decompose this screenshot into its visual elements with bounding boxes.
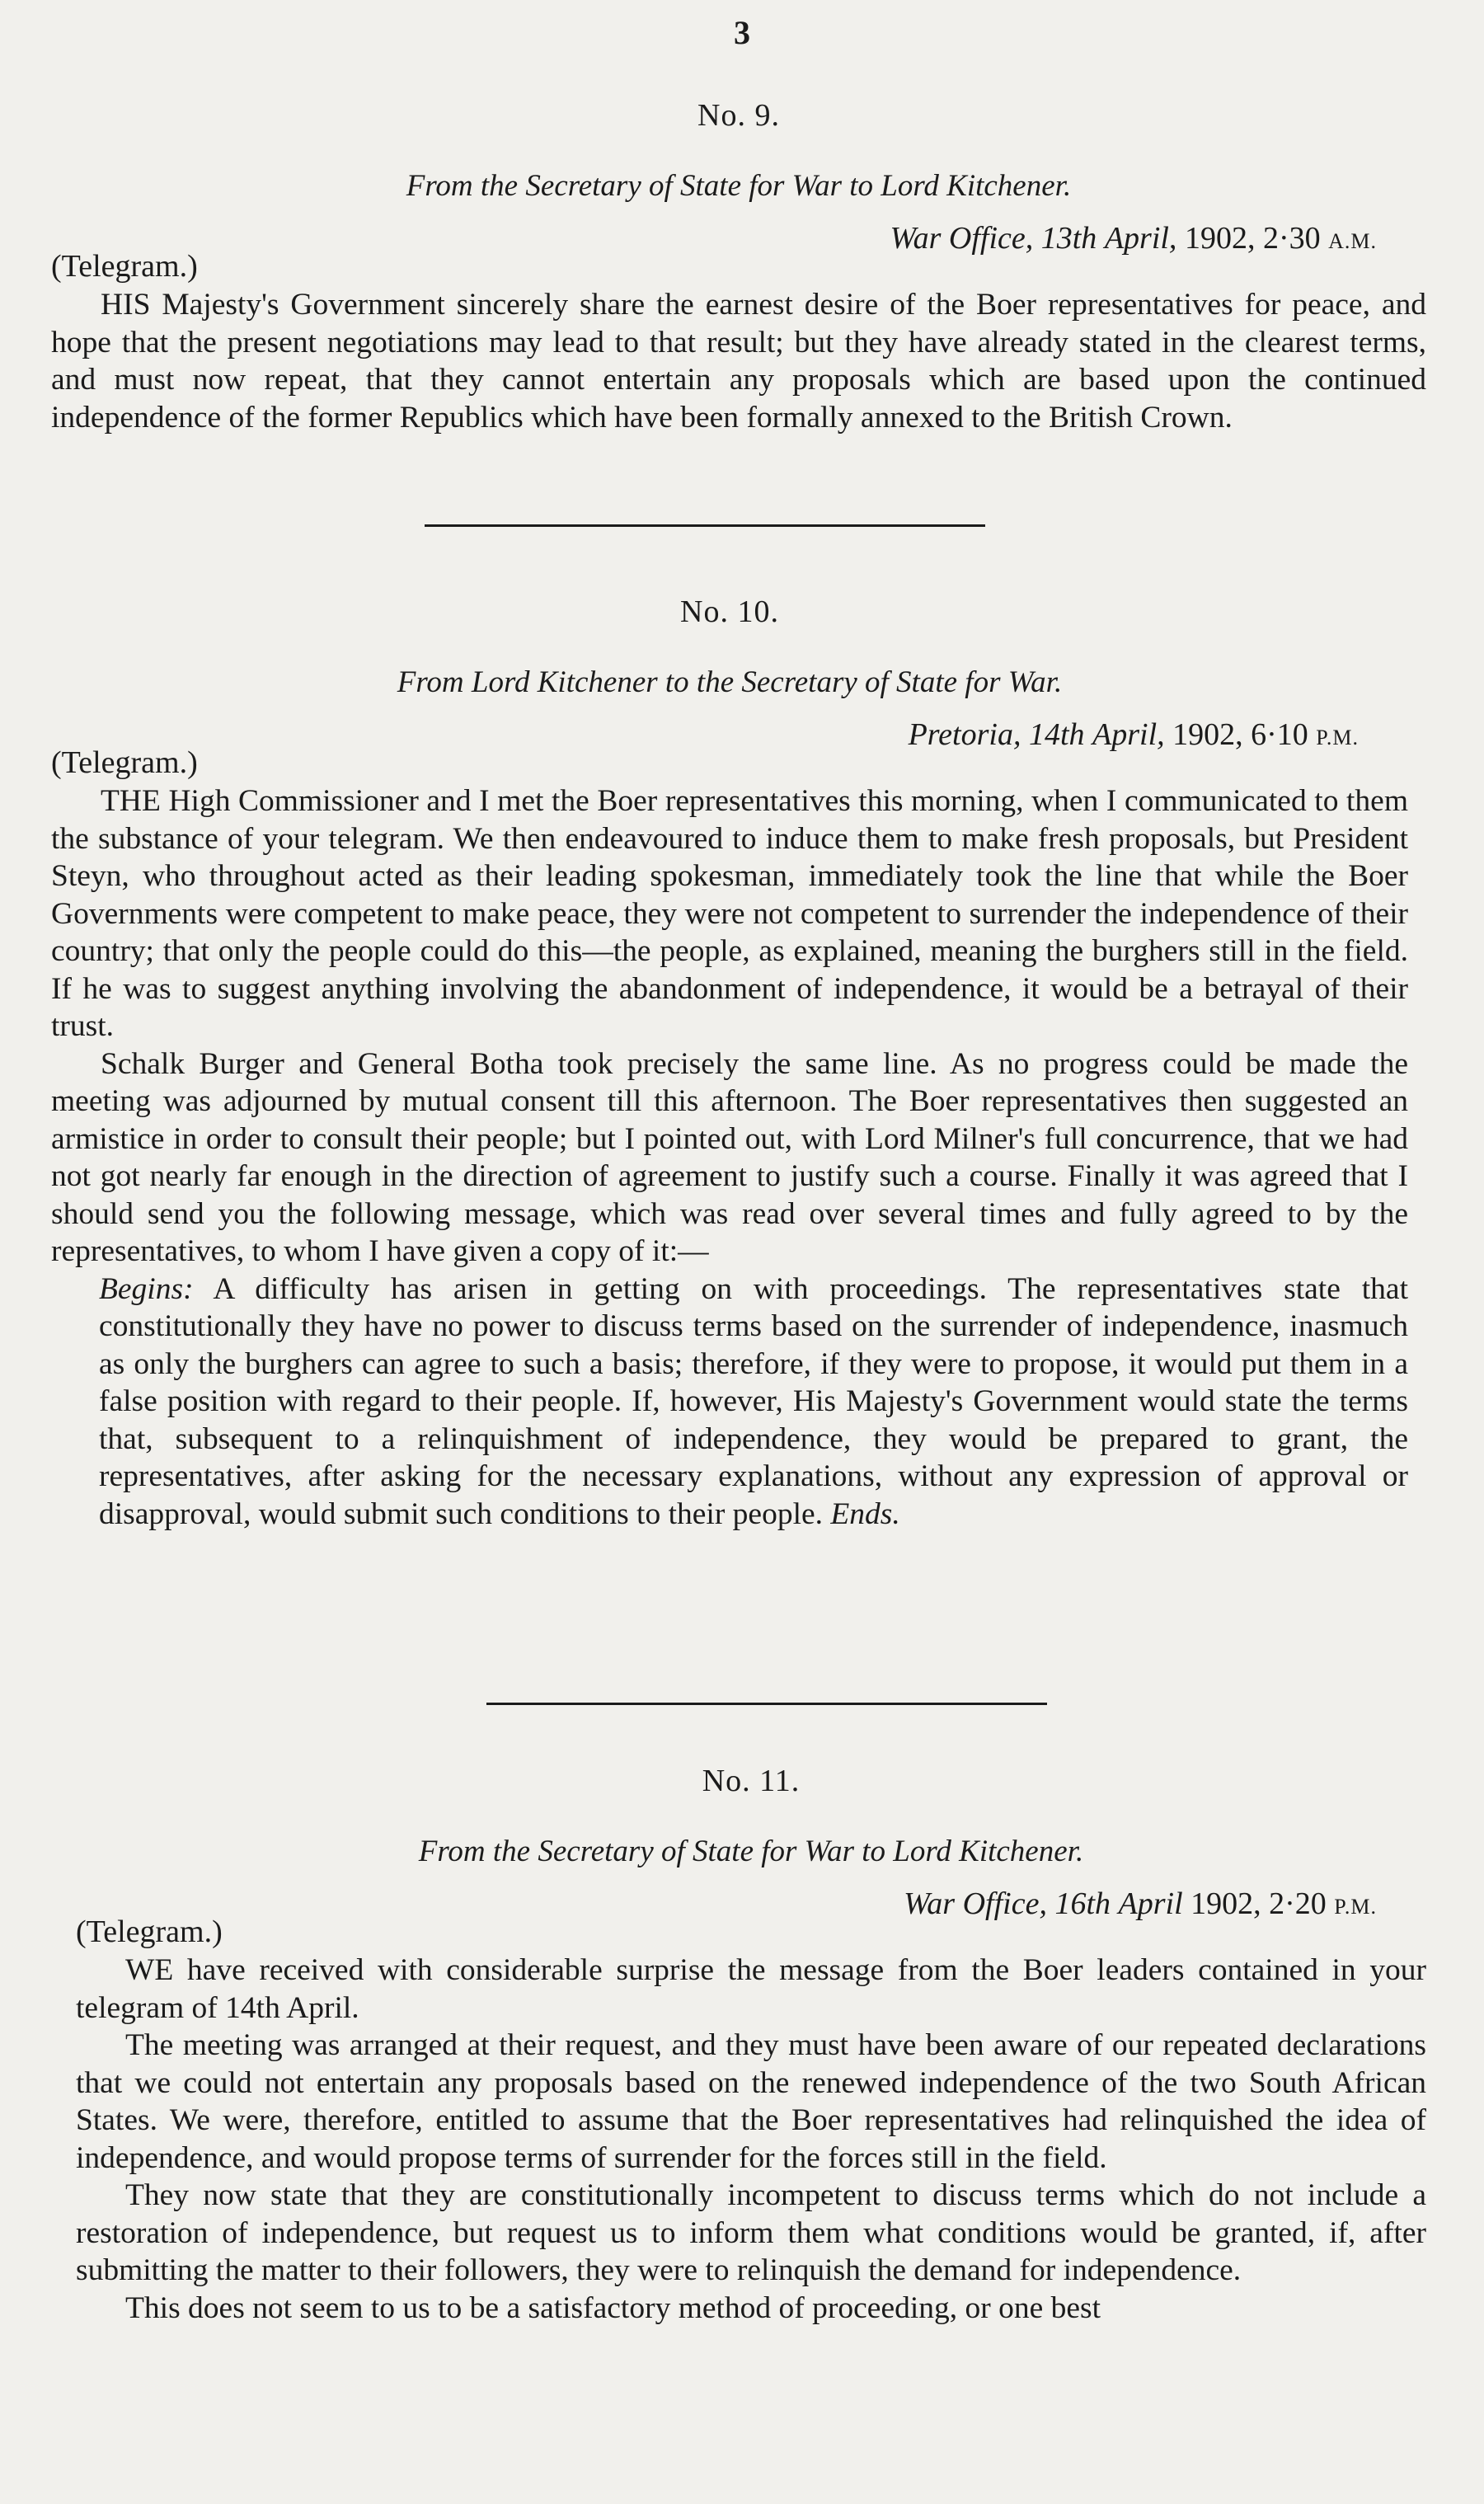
section-divider [425, 524, 985, 527]
paragraph: This does not seem to us to be a satisfactory method of proceeding, or one best [125, 2290, 1101, 2325]
place-and-date [890, 220, 1377, 256]
place-and-date [909, 716, 1359, 753]
time-suffix: P.M. [1334, 1895, 1377, 1919]
document-title: From the Secretary of State for War to Lord Kitchener. [418, 1835, 1084, 1868]
quoted-message [99, 1271, 1408, 1534]
dateline [76, 1886, 1426, 1952]
date-year-time: 1902, 6·10 [1172, 717, 1308, 752]
quote-end-marker: Ends. [830, 1496, 900, 1531]
place-name: Pretoria, [908, 717, 1021, 752]
page-number: 3 [734, 14, 750, 51]
place-name: War Office, [890, 221, 1034, 256]
date-month: April, [1092, 717, 1165, 752]
telegram-label: (Telegram.) [51, 249, 198, 284]
telegram-section-no-11 [76, 1763, 1426, 2327]
time-suffix: A.M. [1328, 229, 1377, 253]
paragraph: They now state that they are constitutionally incompetent to discuss terms which do not include a restoration of independence, but request us to inform them what conditions would be granted, if, after submitting the matter to their followers, they were to relinquish the demand for independence. [76, 2178, 1426, 2287]
telegram-label: (Telegram.) [51, 745, 198, 780]
paragraph: WE have received with considerable surprise the message from the Boer leaders contained in your telegram of 14th April. [76, 1953, 1426, 2025]
section-divider [486, 1703, 1047, 1705]
document-number: No. 9. [697, 98, 780, 133]
place-and-date [904, 1886, 1377, 1922]
date-year-time: 1902, 2·30 [1184, 221, 1321, 256]
date-day: 16th [1054, 1886, 1111, 1921]
place-name: War Office, [904, 1886, 1047, 1921]
quote-text: A difficulty has arisen in getting on with proceedings. The representatives state that constitutionally they have no power to discuss terms based on the surrender of independence, inasmuch as only the burghers can agree to such a basis; therefore, if they were to propose, it would put them in a false position with regard to their people. If, however, His Majesty's Government would state the terms that, subsequent to a relinquishment of independence, they would be prepared to grant, the representatives, after asking for the necessary explanations, without any expression of approval or disapproval, would submit such conditions to their people. [99, 1271, 1408, 1531]
telegram-section-no-10 [51, 594, 1408, 1533]
dateline [51, 716, 1408, 782]
paragraph: HIS Majesty's Government sincerely share the earnest desire of the Boer representatives for peace, and hope that the present negotiations may lead to that result; but they have already stated in the clearest terms, and must now repeat, that they cannot entertain any proposals which are based upon the continued independence of the former Republics which have been formally annexed to the British Crown. [51, 288, 1426, 435]
paragraph: THE High Commissioner and I met the Boer representatives this morning, when I communicated to them the substance of your telegram. We then endeavoured to induce them to make fresh proposals, but President Steyn, who throughout acted as their leading spokesman, immediately took the line that while the Boer Governments were competent to make peace, they were not competent to surrender the independence of their country; that only the people could do this—the people, as explained, meaning the burghers still in the field. If he was to suggest anything involving the abandonment of independence, it would be a betrayal of their trust. [51, 784, 1408, 1043]
telegram-section-no-9 [51, 97, 1426, 436]
time-suffix: P.M. [1316, 726, 1359, 749]
paragraph: Schalk Burger and General Botha took precisely the same line. As no progress could be made the meeting was adjourned by mutual consent till this afternoon. The Boer representatives then suggested an armistice in order to consult their people; but I pointed out, with Lord Milner's full concurrence, that we had not got nearly far enough in the direction of agreement to justify such a course. Finally it was agreed that I should send you the following message, which was read over several times and fully agreed to by the representatives, to whom I have given a copy of it:— [51, 1046, 1408, 1268]
document-number: No. 11. [702, 1764, 801, 1798]
paragraph: The meeting was arranged at their request, and they must have been aware of our repeated declarations that we could not entertain any proposals based on the renewed independence of the two South African States. We were, therefore, entitled to assume that the Boer representatives had relinquished the idea of independence, and would propose terms of surrender for the forces still in the field. [76, 2028, 1426, 2175]
document-number: No. 10. [680, 594, 779, 629]
date-day: 13th [1040, 221, 1097, 256]
date-month: April [1118, 1886, 1183, 1921]
telegram-label: (Telegram.) [76, 1914, 223, 1949]
date-month: April, [1104, 221, 1177, 256]
quote-begin-marker: Begins: [99, 1271, 194, 1306]
document-title: From the Secretary of State for War to Lord Kitchener. [406, 169, 1072, 203]
date-year-time: 1902, 2·20 [1190, 1886, 1327, 1921]
document-title: From Lord Kitchener to the Secretary of State for War. [397, 665, 1063, 699]
dateline [51, 220, 1426, 286]
date-day: 14th [1028, 717, 1085, 752]
